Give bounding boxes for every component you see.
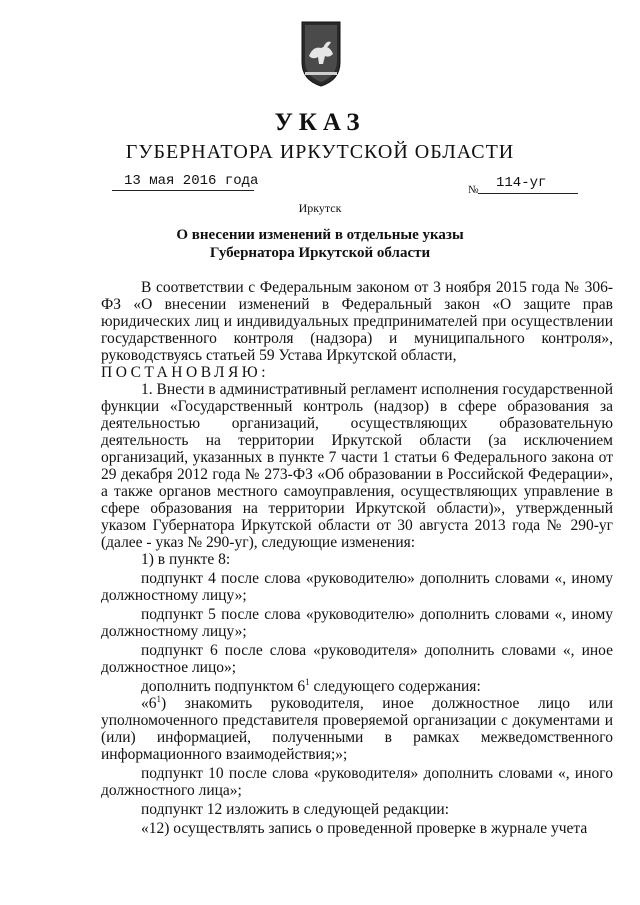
document-heading (0, 226, 640, 262)
paragraph-intro: В соответствии с Федеральным законом от 3 ноября 2015 года № 306-ФЗ «О внесении изменений в Федеральный закон «О защите прав юридических лиц и индивидуальных предпринимателей при осуществлении государственного контроля (надзора) и муниципального контроля», руководствуясь статьей 59 Устава Иркутской области, (101, 279, 613, 364)
document-date: 13 мая 2016 года (124, 173, 259, 189)
quote-6-1-head: «6 (141, 695, 157, 712)
paragraph-quote-6-1 (101, 695, 613, 763)
paragraph-subpoint-10: подпункт 10 после слова «руководителя» дополнить словами «, иного должностного лица»; (101, 765, 613, 799)
document-city: Иркутск (298, 201, 342, 215)
document-subtitle: ГУБЕРНАТОРА ИРКУТСКОЙ ОБЛАСТИ (125, 141, 515, 163)
heading-line-1: О внесении изменений в отдельные указы (176, 227, 464, 243)
paragraph-subpoint-12: подпункт 12 изложить в следующей редакции: (141, 801, 450, 818)
paragraph-quote-12: «12) осуществлять запись о проведенной проверке в журнале учета (141, 820, 588, 837)
paragraph-add-subpoint (101, 678, 613, 695)
paragraph-subpoint-6: подпункт 6 после слова «руководителя» дополнить словами «, иное должностное лицо»; (101, 642, 613, 676)
superscript: 1 (156, 693, 161, 704)
paragraph-postanovlyayu: ПОСТАНОВЛЯЮ: (101, 364, 270, 381)
superscript: 1 (305, 676, 310, 687)
add-subpoint-text: дополнить подпунктом 6 (141, 678, 306, 695)
paragraph-subitem-1: 1) в пункте 8: (141, 551, 231, 568)
number-underline (478, 193, 578, 194)
number-sign: № (468, 184, 479, 196)
date-underline (112, 190, 254, 191)
paragraph-subpoint-5: подпункт 5 после слова «руководителю» дополнить словами «, иному должностному лицу»; (101, 606, 613, 640)
add-subpoint-tail: следующего содержания: (309, 678, 481, 695)
document-number: 114-уг (496, 175, 547, 191)
document-body (101, 279, 613, 837)
document-title: УКАЗ (274, 109, 366, 136)
paragraph-item-1: 1. Внести в административный регламент исполнения государственной функции «Государственный контроль (надзор) в сфере образования за деятельностью организаций, осуществляющих образовательную деятельность на территории Иркутской области (за исключением организаций, указанных в пункте 7 части 1 статьи 6 Федерального закона от 29 декабря 2012 года № 273-ФЗ «Об образовании в Российской Федерации», а также органов местного самоуправления, осуществляющих управление в сфере образования на территории Иркутской области)», утвержденный указом Губернатора Иркутской области от 30 августа 2013 года № 290-уг (далее - указ № 290-уг), следующие изменения: (101, 381, 613, 551)
quote-6-1-text: ) знакомить руководителя, иное должностное лицо или уполномоченного представителя проверяемой организации с документами и (или) информацией, полученными в рамках межведомственного информационного взаимодействия;»; (101, 695, 613, 763)
paragraph-subpoint-4: подпункт 4 после слова «руководителю» дополнить словами «, иному должностному лицу»; (101, 570, 613, 604)
coat-of-arms-icon (299, 18, 343, 88)
heading-line-2: Губернатора Иркутской области (209, 245, 431, 261)
